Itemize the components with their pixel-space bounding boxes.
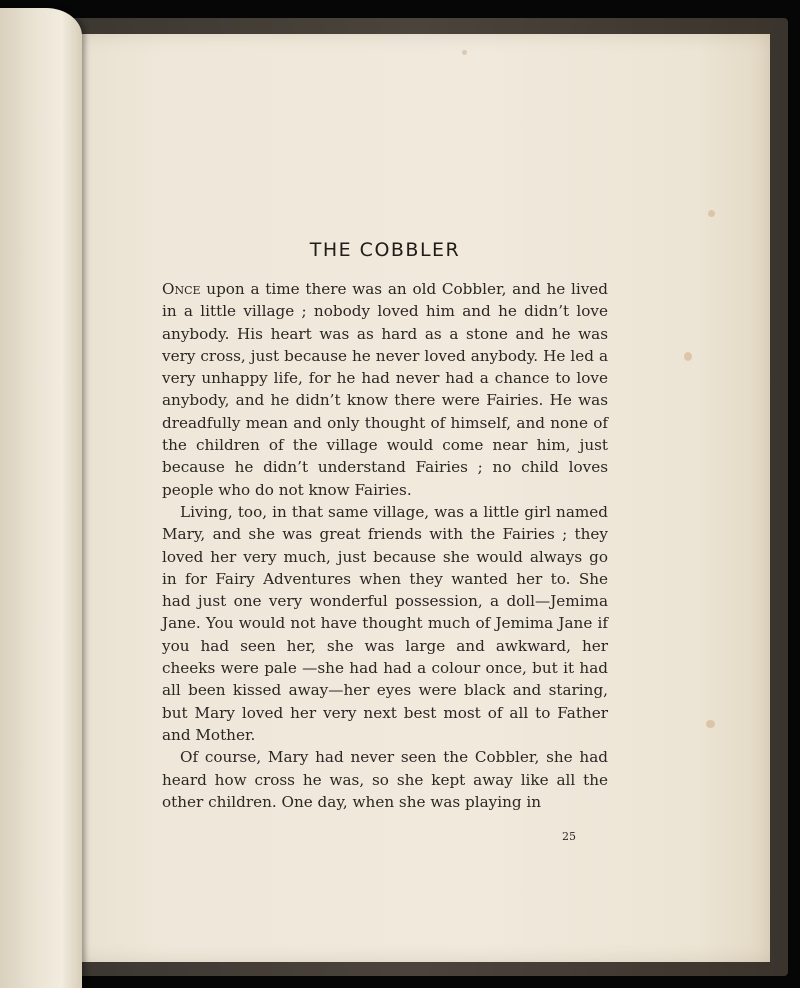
chapter-title: THE COBBLER (309, 239, 461, 261)
foxing-spot (462, 50, 467, 55)
foxing-spot (708, 210, 715, 217)
foxing-spot (706, 720, 715, 728)
foxing-spot (684, 352, 692, 361)
paragraph-1-text: upon a time there was an old Cobbler, and he lived in a little village ; nobody loved him and he didn’t love anybody. His heart was as hard as a stone and he was very cross, just because he never loved anybody. He led a very unhappy life, for he had never had a chance to love anybody, and he didn’t know there were Fairies. He was dreadfully mean and only thought of himself, and none of the children of the village would come near him, just because he didn’t understand Fairies ; no child loves people who do not know Fairies. (162, 280, 608, 499)
page-text (162, 238, 608, 813)
paragraph-2: Living, too, in that same village, was a little girl named Mary, and she was great friends with the Fairies ; they loved her very much, just because she would always go in for Fairy Adventures when they wanted her to. She had just one very wonderful possession, a doll—Jemima Jane. You would not have thought much of Jemima Jane if you had seen her, she was large and awkward, her cheeks were pale —she had had a colour once, but it had all been kissed away—her eyes were black and staring, but Mary loved her very next best most of all to Father and Mother. (162, 502, 608, 744)
page-number: 25 (562, 830, 576, 843)
paragraph-3: Of course, Mary had never seen the Cobbler, she had heard how cross he was, so she kept away like all the other children. One day, when she was playing in (162, 748, 608, 811)
paragraph-lead-word: Once (162, 280, 201, 298)
paragraph-1 (162, 278, 608, 501)
facing-page-edge (0, 8, 82, 988)
